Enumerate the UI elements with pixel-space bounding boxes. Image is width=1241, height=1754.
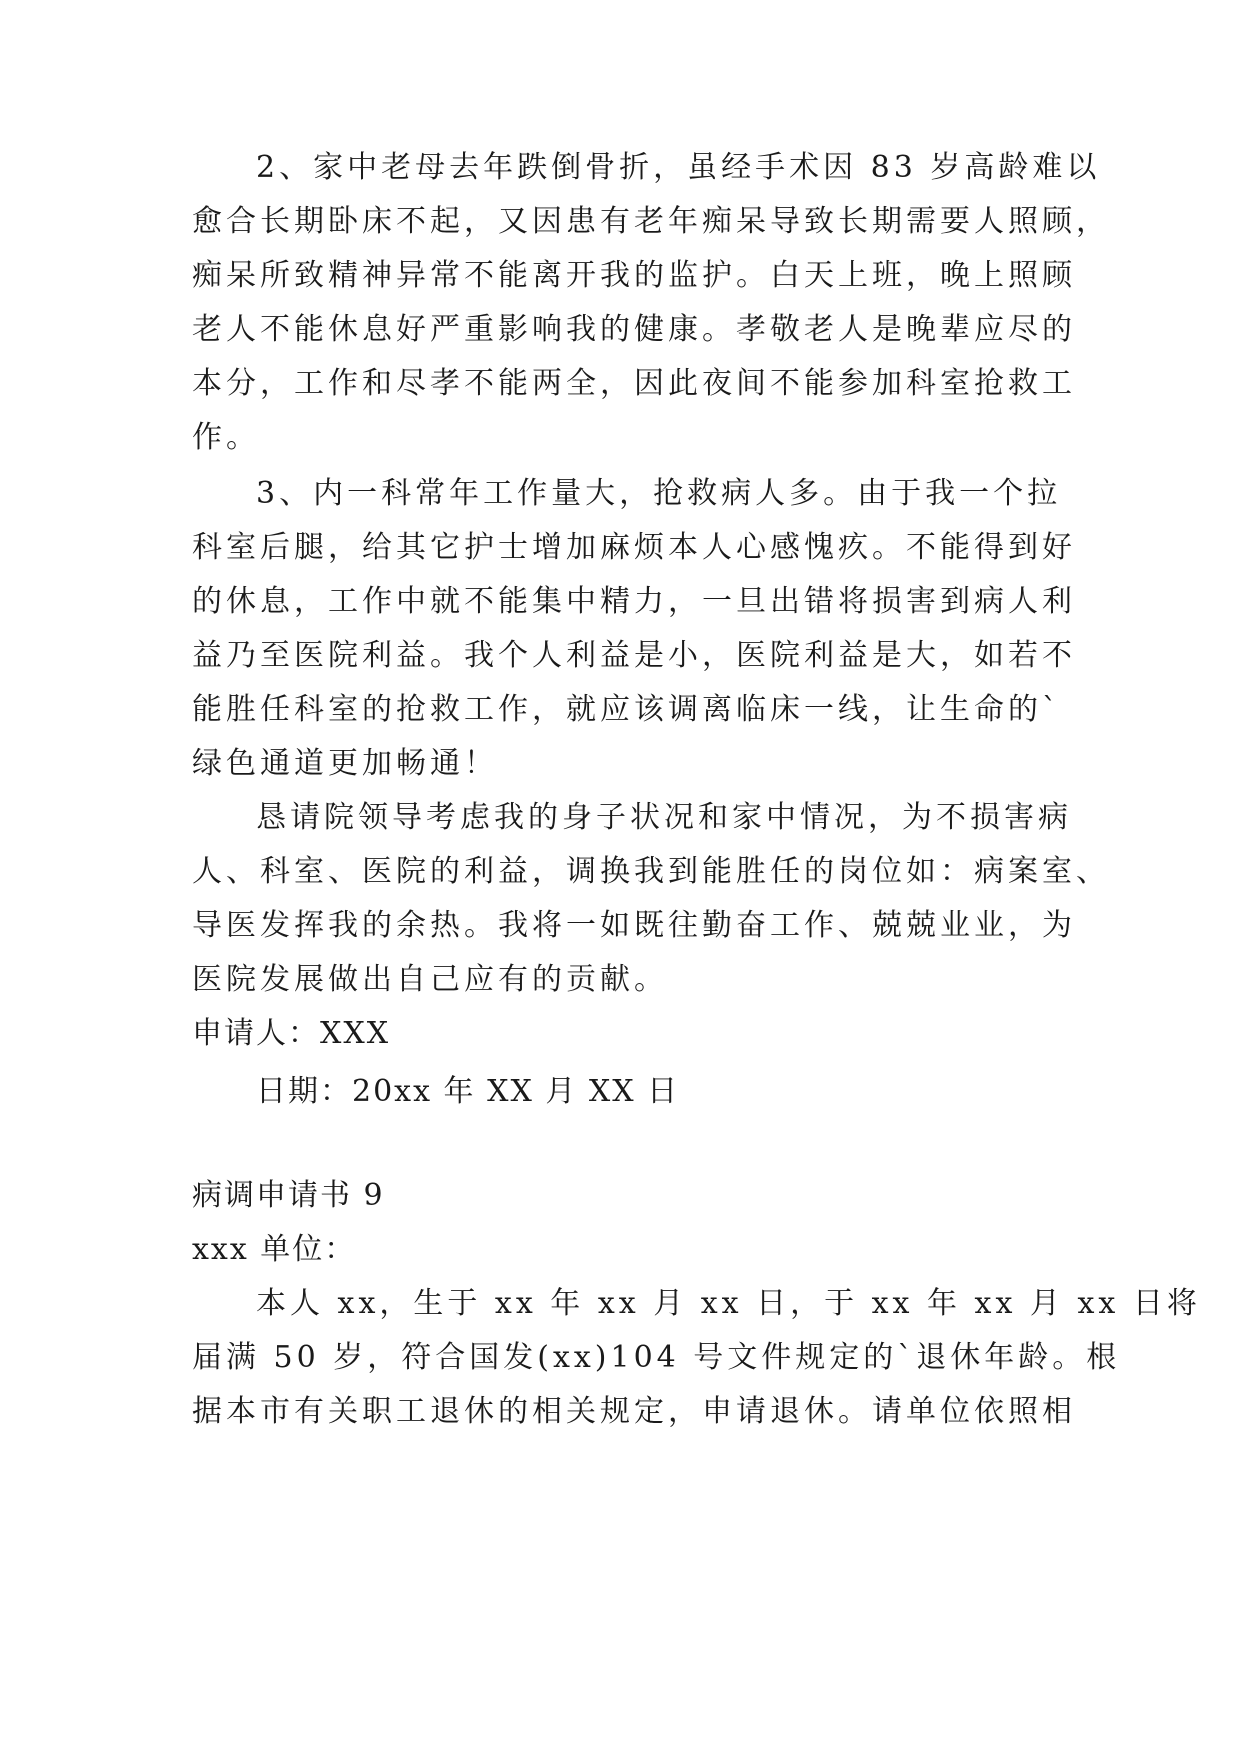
- applicant-line: 申请人：XXX: [192, 1016, 391, 1051]
- paragraph-2-line: 痴呆所致精神异常不能离开我的监护。白天上班，晚上照顾: [192, 258, 1076, 293]
- paragraph-4-line: 导医发挥我的余热。我将一如既往勤奋工作、兢兢业业，为: [192, 908, 1076, 943]
- paragraph-3-line: 3、内一科常年工作量大，抢救病人多。由于我一个拉: [256, 476, 1062, 511]
- next-paragraph-line: 届满 50 岁，符合国发(xx)104 号文件规定的`退休年龄。根: [192, 1340, 1121, 1375]
- paragraph-2-line: 本分，工作和尽孝不能两全，因此夜间不能参加科室抢救工: [192, 366, 1076, 401]
- paragraph-3-line: 的休息，工作中就不能集中精力，一旦出错将损害到病人利: [192, 584, 1076, 619]
- next-document-title: 病调申请书 9: [192, 1178, 385, 1213]
- paragraph-3-line: 绿色通道更加畅通！: [192, 746, 498, 781]
- paragraph-2-line: 作。: [192, 420, 260, 455]
- next-paragraph-line: 本人 xx，生于 xx 年 xx 月 xx 日，于 xx 年 xx 月 xx 日将: [256, 1286, 1201, 1321]
- paragraph-4-line: 人、科室、医院的利益，调换我到能胜任的岗位如：病案室、: [192, 854, 1110, 889]
- paragraph-4-line: 医院发展做出自己应有的贡献。: [192, 962, 668, 997]
- next-paragraph-line: 据本市有关职工退休的相关规定，申请退休。请单位依照相: [192, 1394, 1076, 1429]
- next-document-salutation: xxx 单位：: [192, 1232, 357, 1267]
- paragraph-3-line: 科室后腿，给其它护士增加麻烦本人心感愧疚。不能得到好: [192, 530, 1076, 565]
- paragraph-2-line: 愈合长期卧床不起，又因患有老年痴呆导致长期需要人照顾，: [192, 204, 1110, 239]
- date-line: 日期：20xx 年 XX 月 XX 日: [256, 1074, 680, 1109]
- paragraph-2-line: 老人不能休息好严重影响我的健康。孝敬老人是晚辈应尽的: [192, 312, 1076, 347]
- paragraph-3-line: 能胜任科室的抢救工作，就应该调离临床一线，让生命的`: [192, 692, 1061, 727]
- paragraph-2-line: 2、家中老母去年跌倒骨折，虽经手术因 83 岁高龄难以: [256, 150, 1101, 185]
- paragraph-4-line: 恳请院领导考虑我的身子状况和家中情况，为不损害病: [256, 800, 1072, 835]
- paragraph-3-line: 益乃至医院利益。我个人利益是小，医院利益是大，如若不: [192, 638, 1076, 673]
